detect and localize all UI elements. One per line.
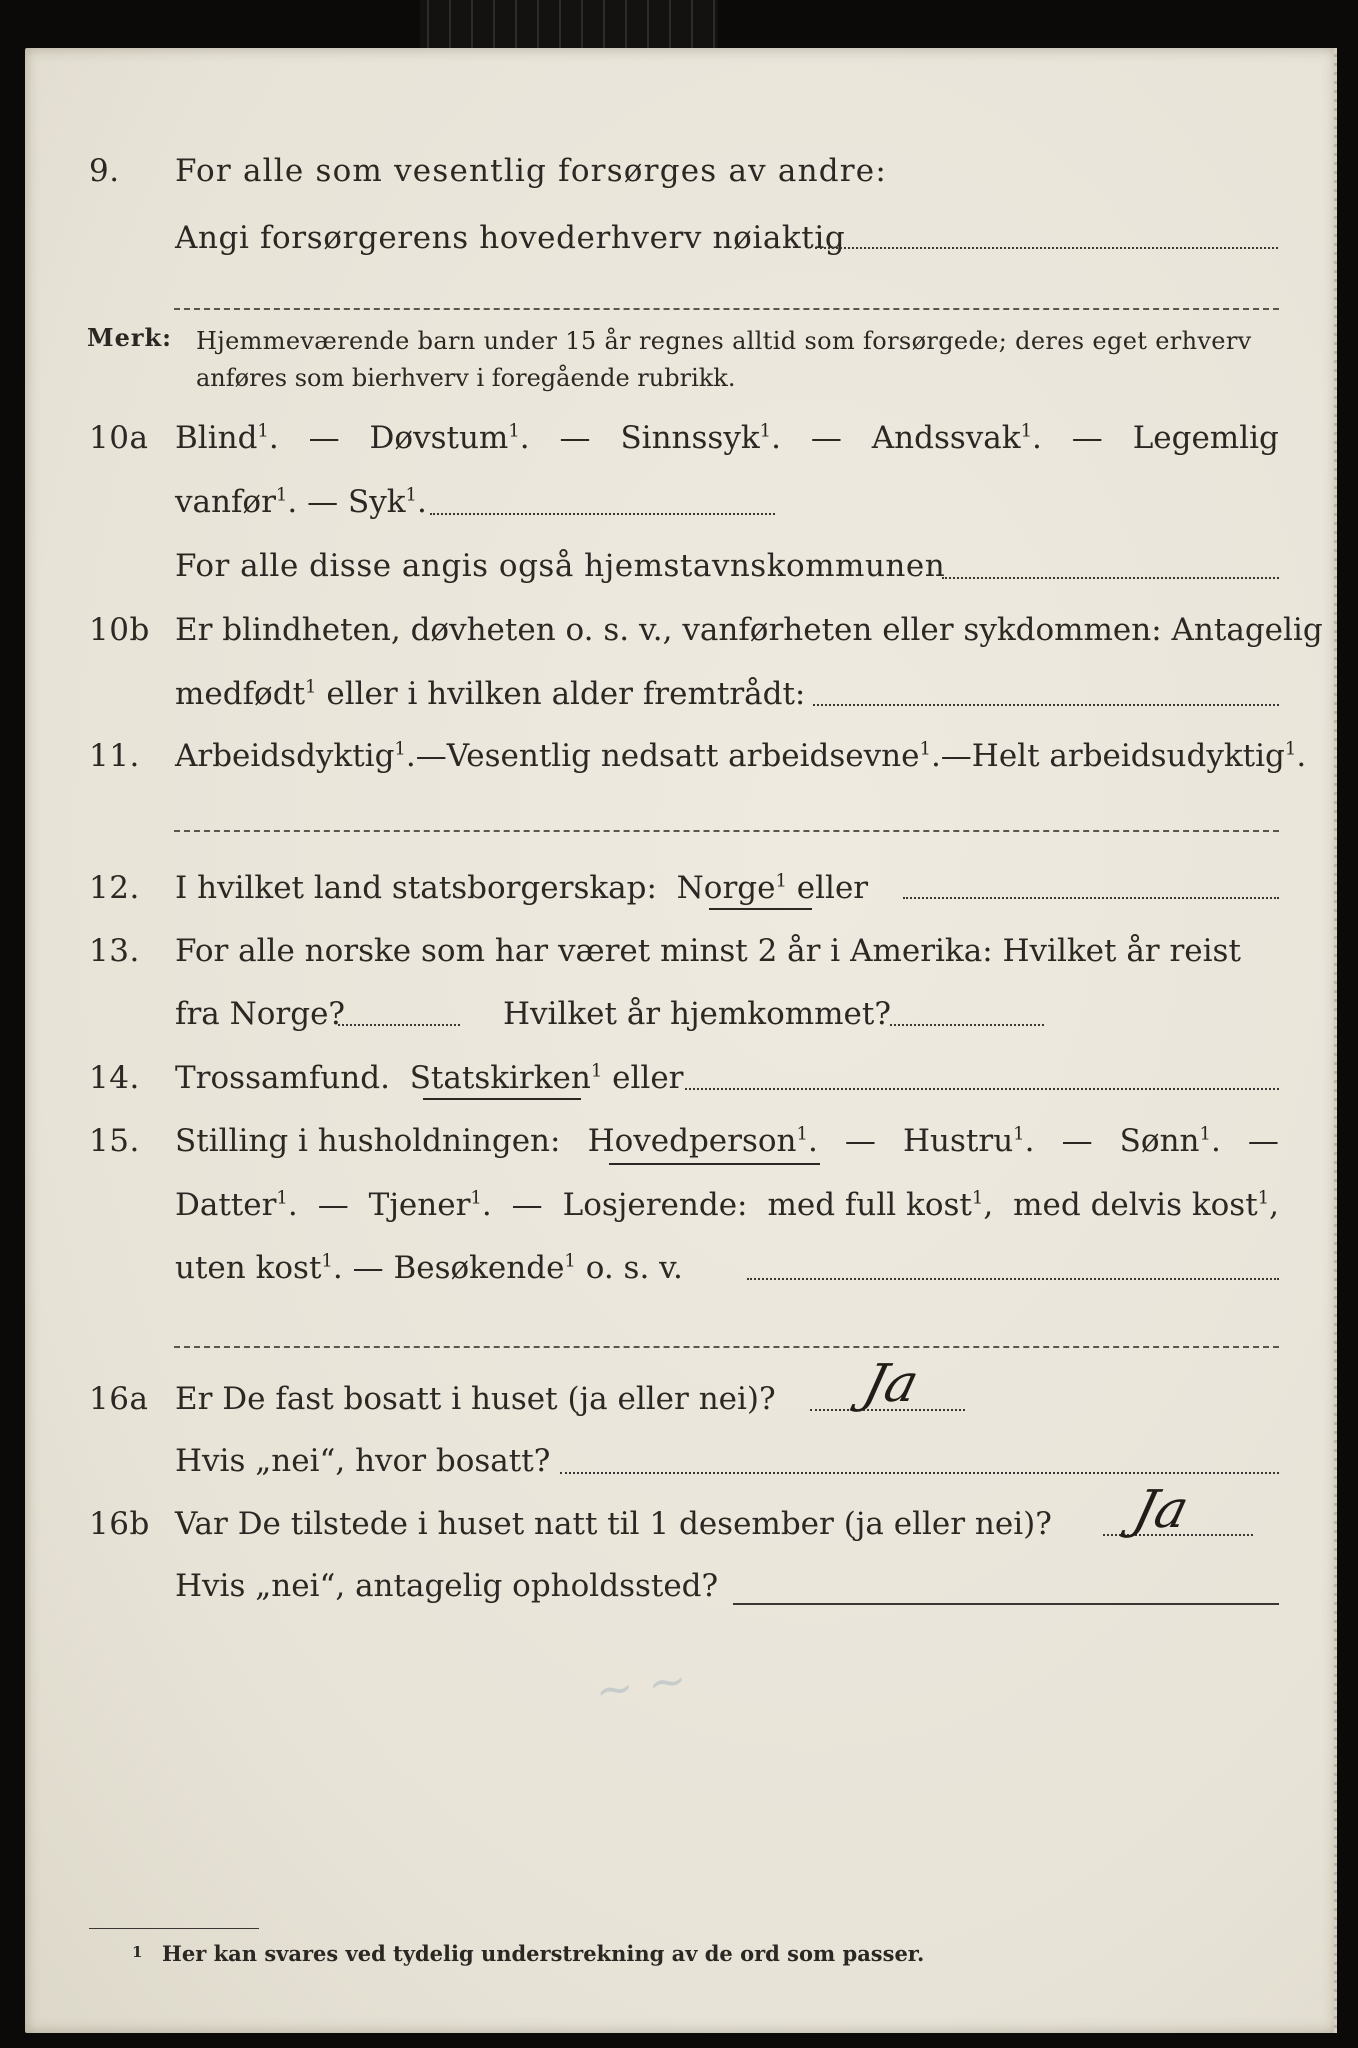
option-hovedperson-underlined: Hovedperson — [587, 1123, 797, 1159]
option-tjener: Tjener — [368, 1187, 471, 1223]
q9-line1: For alle som vesentlig forsørges av andre: — [175, 153, 887, 189]
merk-line2: anføres som bierhverv i foregående rubrikk. — [196, 364, 736, 392]
footnote-mark: 1 — [132, 1943, 143, 1961]
q9-line2: Angi forsørgerens hovederhverv nøiaktig — [175, 220, 846, 256]
option-syk: Syk — [347, 484, 406, 520]
item-number: 9. — [89, 153, 120, 189]
answer-line — [338, 1024, 460, 1026]
answer-line — [430, 513, 775, 515]
answer-line — [815, 247, 1278, 249]
option-full-kost: med full kost — [767, 1187, 972, 1223]
item-number: 12. — [89, 870, 140, 906]
q10b-line1: Er blindheten, døvheten o. s. v., vanførheten eller sykdommen: Antagelig — [175, 612, 1323, 648]
q16b-line1: Var De tilstede i huset natt til 1 desember (ja eller nei)? — [175, 1506, 1052, 1542]
option-andssvak: Andssvak — [871, 420, 1021, 456]
option-dovstum: Døvstum — [369, 420, 509, 456]
q10a-line2: vanfør$^1$. — Syk$^1$. — [175, 484, 427, 520]
frame-shadow — [718, 0, 1358, 52]
item-number: 10a — [89, 420, 149, 456]
item-number: 15. — [89, 1123, 140, 1159]
option-udyktig: Helt arbeidsudyktig — [971, 738, 1285, 774]
separator-line — [174, 308, 1279, 310]
option-uten-kost: uten kost — [175, 1250, 322, 1286]
answer-line — [685, 1088, 1279, 1090]
frame-shadow — [0, 0, 420, 52]
handwritten-answer: Ja — [1127, 1480, 1195, 1540]
q13-line2b: Hvilket år hjemkommet? — [503, 996, 891, 1032]
option-datter: Datter — [175, 1187, 277, 1223]
item-number: 16a — [89, 1381, 149, 1417]
answer-line — [942, 577, 1279, 579]
census-form-page — [25, 48, 1337, 2033]
item-number: 16b — [89, 1506, 150, 1542]
merk-line1: Hjemmeværende barn under 15 år regnes alltid som forsørgede; deres eget erhverv — [196, 327, 1252, 355]
q15-line2: Datter$^1$. — Tjener$^1$. — Losjerende: med full kost$^1$, med delvis kost$^1$, — [175, 1187, 1279, 1223]
option-sonn: Sønn — [1119, 1123, 1200, 1159]
scanner-frame — [0, 0, 1358, 52]
option-legemlig: Legemlig — [1132, 420, 1279, 456]
q15-line1: Stilling i husholdningen: Hovedperson$^1$. — Hustru$^1$. — Sønn$^1$. — — [175, 1123, 1279, 1159]
option-besokende: Besøkende — [393, 1250, 565, 1286]
option-statskirken-underlined: Statskirken — [409, 1060, 591, 1096]
underline-mark — [423, 1098, 581, 1100]
option-norge-underlined: Norge — [676, 870, 776, 906]
option-nedsatt: Vesentlig nedsatt arbeidsevne — [446, 738, 920, 774]
q10a-line1: Blind$^1$. — Døvstum$^1$. — Sinnssyk$^1$. — Andssvak$^1$. — Legemlig — [175, 420, 1279, 456]
underline-mark — [709, 908, 812, 910]
item-number: 10b — [89, 612, 150, 648]
q16a-line1: Er De fast bosatt i huset (ja eller nei)? — [175, 1381, 776, 1417]
merk-label: Merk: — [87, 323, 172, 352]
option-arbeidsdyktig: Arbeidsdyktig — [175, 738, 395, 774]
answer-line — [560, 1472, 1279, 1474]
separator-line — [174, 1346, 1279, 1348]
q11-line1: Arbeidsdyktig$^1$. — Vesentlig nedsatt arbeidsevne$^1$. — Helt arbeidsudyktig$^1$. — [175, 738, 1307, 774]
answer-line — [747, 1278, 1279, 1280]
answer-line — [813, 704, 1279, 706]
q10b-line2: medfødt$^1$ eller i hvilken alder fremtrådt: — [175, 676, 806, 712]
q15-line3: uten kost$^1$. — Besøkende$^1$ o. s. v. — [175, 1250, 683, 1286]
q16a-line2: Hvis „nei“, hvor bosatt? — [175, 1443, 551, 1479]
option-hustru: Hustru — [903, 1123, 1014, 1159]
item-number: 14. — [89, 1060, 140, 1096]
q13-line1: For alle norske som har været minst 2 år i Amerika: Hvilket år reist — [175, 933, 1241, 969]
q10a-line3: For alle disse angis også hjemstavnskommunen — [175, 548, 946, 584]
item-number: 11. — [89, 738, 140, 774]
q12-line1: I hvilket land statsborgerskap: Norge$^1$ eller — [175, 870, 869, 906]
q13-line2a: fra Norge? — [175, 996, 346, 1032]
footnote-rule — [89, 1928, 259, 1929]
q14-line1: Trossamfund. Statskirken$^1$ eller — [175, 1060, 684, 1096]
answer-line — [890, 1024, 1044, 1026]
item-number: 13. — [89, 933, 140, 969]
underline-mark — [609, 1163, 820, 1165]
bleed-through-marks: ~ ~ — [591, 1651, 691, 1719]
q16b-line2: Hvis „nei“, antagelig opholdssted? — [175, 1568, 719, 1604]
separator-line — [174, 830, 1279, 832]
option-vanfor: vanfør — [175, 484, 276, 520]
answer-line — [733, 1603, 1279, 1605]
option-delvis-kost: med delvis kost — [1013, 1187, 1258, 1223]
handwritten-answer: Ja — [857, 1354, 925, 1414]
option-blind: Blind — [175, 420, 258, 456]
footnote-text: Her kan svares ved tydelig understrekning av de ord som passer. — [162, 1941, 925, 1966]
answer-line — [903, 897, 1279, 899]
option-sinnssyk: Sinnssyk — [620, 420, 760, 456]
